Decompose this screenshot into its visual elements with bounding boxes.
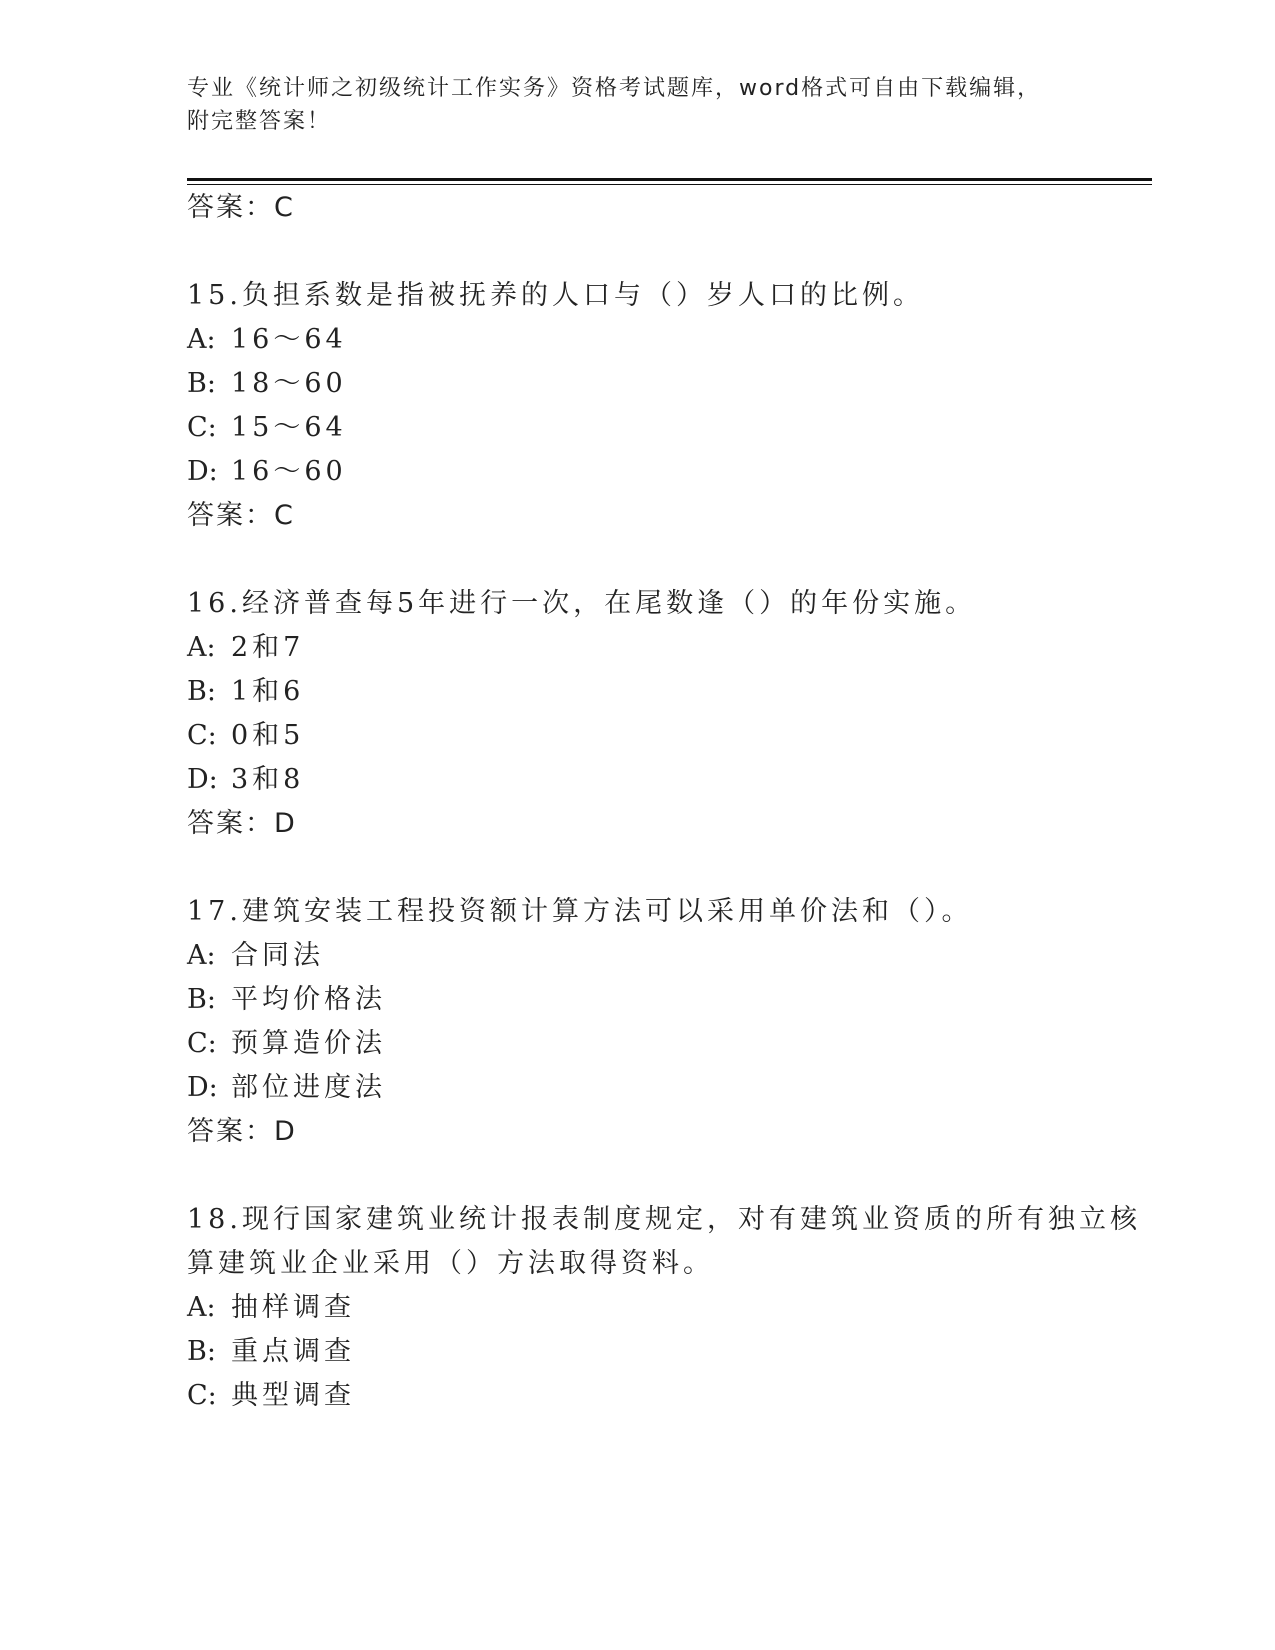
question-18-option-c bbox=[187, 1378, 355, 1414]
option-label: A: bbox=[187, 1292, 216, 1323]
option-text: 15～64 bbox=[231, 412, 347, 443]
question-18-stem-line-1: 18.现行国家建筑业统计报表制度规定，对有建筑业资质的所有独立核 bbox=[187, 1204, 1141, 1235]
header-line-2: 附完整答案！ bbox=[187, 109, 332, 134]
question-18-option-b bbox=[187, 1334, 355, 1370]
question-17-stem: 17.建筑安装工程投资额计算方法可以采用单价法和（）。 bbox=[187, 896, 973, 927]
option-text: 3和8 bbox=[231, 764, 305, 795]
option-text: 典型调查 bbox=[231, 1380, 355, 1411]
header-line-1: 专业《统计师之初级统计工作实务》资格考试题库，word格式可自由下载编辑， bbox=[187, 76, 1042, 101]
option-label: A: bbox=[187, 324, 216, 355]
question-17-option-d bbox=[187, 1070, 386, 1106]
option-text: 部位进度法 bbox=[231, 1072, 386, 1103]
header-divider-thin bbox=[187, 184, 1152, 185]
question-16-option-a bbox=[187, 630, 304, 666]
question-15-stem: 15.负担系数是指被抚养的人口与（）岁人口的比例。 bbox=[187, 280, 924, 311]
question-15-option-c bbox=[187, 410, 347, 446]
question-15-answer: 答案：C bbox=[187, 500, 295, 531]
question-18-option-a bbox=[187, 1290, 355, 1326]
option-text: 重点调查 bbox=[231, 1336, 355, 1367]
option-label: A: bbox=[187, 940, 216, 971]
option-text: 抽样调查 bbox=[231, 1292, 355, 1323]
question-18-stem-line-2: 算建筑业企业采用（）方法取得资料。 bbox=[187, 1248, 714, 1279]
question-16-answer: 答案：D bbox=[187, 808, 297, 839]
option-text: 合同法 bbox=[231, 940, 324, 971]
option-label: C: bbox=[187, 720, 217, 751]
question-17-option-a bbox=[187, 938, 324, 974]
question-16-option-c bbox=[187, 718, 304, 754]
question-16-option-b bbox=[187, 674, 304, 710]
option-label: D: bbox=[187, 764, 218, 795]
question-17-option-b bbox=[187, 982, 386, 1018]
option-text: 预算造价法 bbox=[231, 1028, 386, 1059]
option-label: B: bbox=[187, 1336, 216, 1367]
question-15-option-d bbox=[187, 454, 347, 490]
option-label: B: bbox=[187, 984, 216, 1015]
option-text: 0和5 bbox=[231, 720, 305, 751]
option-label: D: bbox=[187, 1072, 218, 1103]
question-17-option-c bbox=[187, 1026, 386, 1062]
question-16-option-d bbox=[187, 762, 304, 798]
question-16-stem: 16.经济普查每5年进行一次，在尾数逢（）的年份实施。 bbox=[187, 588, 977, 619]
option-label: D: bbox=[187, 456, 218, 487]
option-label: C: bbox=[187, 1028, 217, 1059]
option-label: A: bbox=[187, 632, 216, 663]
answer-line: 答案：C bbox=[187, 192, 295, 223]
option-text: 平均价格法 bbox=[231, 984, 386, 1015]
option-label: B: bbox=[187, 676, 216, 707]
header-divider-thick bbox=[187, 178, 1152, 181]
option-text: 18～60 bbox=[231, 368, 347, 399]
option-text: 2和7 bbox=[231, 632, 305, 663]
question-17-answer: 答案：D bbox=[187, 1116, 297, 1147]
option-label: B: bbox=[187, 368, 216, 399]
option-text: 16～60 bbox=[231, 456, 347, 487]
option-text: 16～64 bbox=[231, 324, 347, 355]
document-header bbox=[187, 72, 1067, 138]
question-15-option-b bbox=[187, 366, 347, 402]
option-text: 1和6 bbox=[231, 676, 305, 707]
option-label: C: bbox=[187, 1380, 217, 1411]
question-15-option-a bbox=[187, 322, 347, 358]
option-label: C: bbox=[187, 412, 217, 443]
